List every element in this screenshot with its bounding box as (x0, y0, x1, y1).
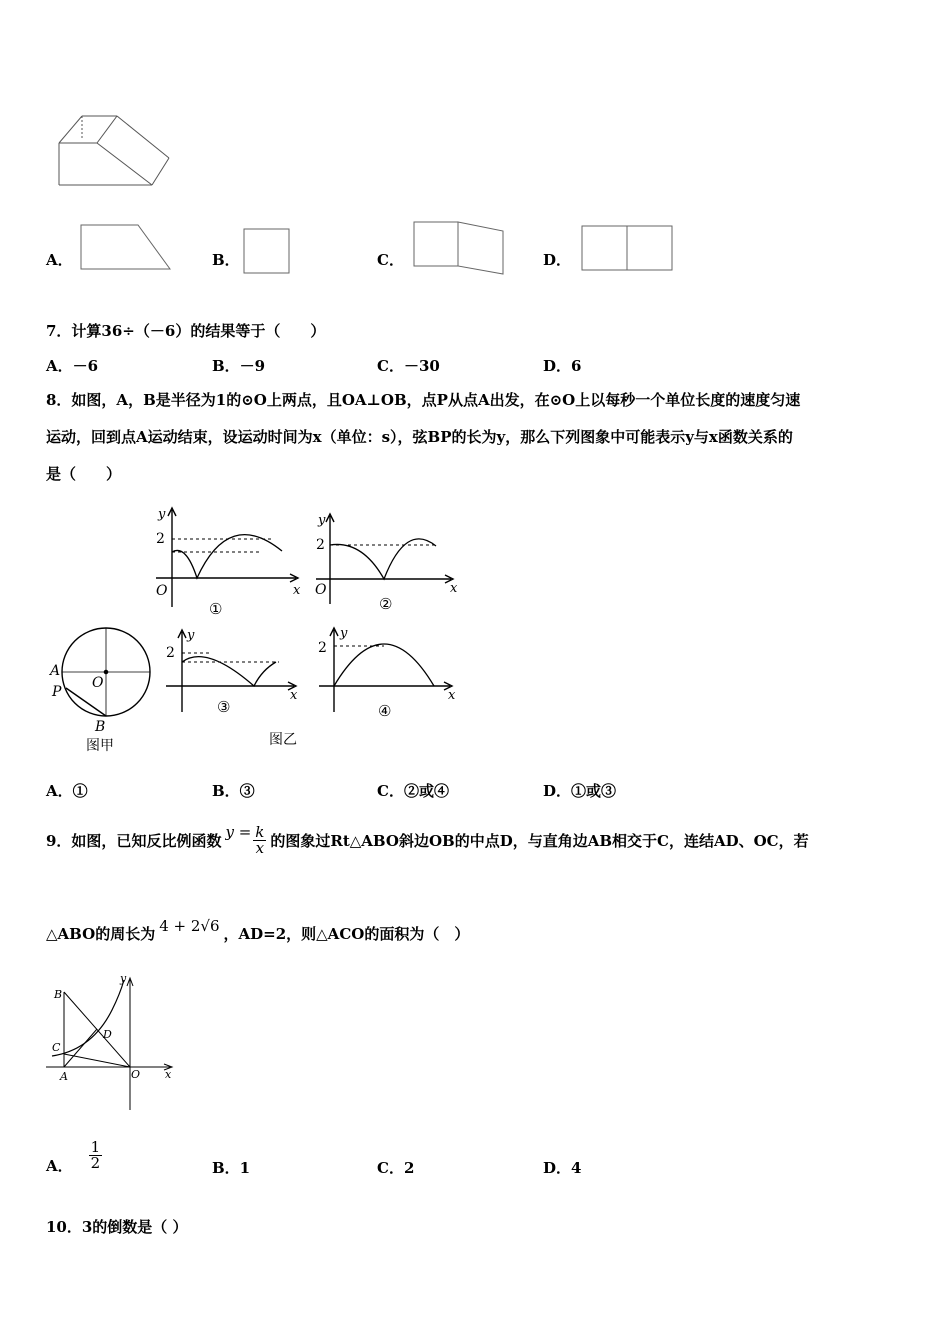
q9-label-o: O (131, 1068, 141, 1081)
q9-label-x: x (165, 1068, 172, 1081)
q6-option-b-label: B． (212, 251, 240, 269)
q6-option-b-figure (241, 226, 293, 276)
q8-graph-1-origin: O (156, 583, 168, 599)
q8-stem-line3: 是（ ） (46, 465, 122, 483)
q8-stem-line1: 8．如图，A，B是半径为1的⊙O上两点，且OA⊥OB，点P从点A出发，在⊙O上以每秒一个单位长度的速度匀速 (46, 391, 801, 409)
q8-graph-2-tick: 2 (316, 537, 325, 553)
q8-graph-2-x: x (450, 581, 458, 596)
q8-graph-3-label: ③ (217, 698, 231, 716)
q9-stem-line1 (46, 815, 809, 865)
q6-option-c-figure (410, 219, 508, 279)
q9-option-b[interactable]: B．1 (212, 1159, 251, 1177)
q9-stem-after: 的图象过Rt△ABO斜边OB的中点D，与直角边AB相交于C，连结AD、OC，若 (270, 831, 809, 850)
q9-formula-y: y = (225, 823, 252, 841)
q6-option-a-figure (78, 222, 174, 272)
q8-graph-1-tick: 2 (156, 531, 165, 547)
q10-stem: 10．3的倒数是（ ） (46, 1218, 188, 1236)
q8-graph-2-label: ② (379, 595, 393, 613)
q9-stem-line2 (46, 918, 469, 948)
q8-graph-2 (316, 514, 453, 604)
q6-option-d[interactable] (543, 249, 571, 270)
q9-label-y: y (120, 972, 127, 985)
q9-formula-x: x (255, 838, 265, 857)
q8-graph-4-tick: 2 (318, 640, 327, 656)
q7-option-c[interactable]: C．－30 (377, 357, 440, 375)
q6-option-b[interactable] (212, 249, 240, 270)
q8-graph-1-y: y (158, 507, 166, 522)
q8-option-c[interactable]: C．②或④ (377, 782, 449, 800)
q9-option-a-label: A． (46, 1156, 73, 1175)
q6-solid-figure (52, 108, 174, 192)
q8-graph-4 (319, 628, 452, 712)
q7-option-d[interactable]: D．6 (543, 357, 582, 375)
q8-stem-line2: 运动，回到点A运动结束，设运动时间为x（单位：s），弦BP的长为y，那么下列图象中可能表示y与x函数关系的 (46, 428, 793, 446)
q9-stem-line2-before: △ABO的周长为 (46, 924, 156, 943)
q8-graph-4-y: y (340, 626, 348, 641)
q6-option-d-figure (579, 223, 675, 275)
q8-graph-2-y: y (318, 513, 326, 528)
q9-option-a-num: 1 (90, 1137, 101, 1156)
q8-graph-2-origin: O (315, 582, 327, 598)
q8-graph-4-x: x (448, 688, 456, 703)
q8-graph-3-x: x (290, 688, 298, 703)
q9-label-b: B (54, 988, 63, 1001)
q8-graph-4-label: ④ (378, 702, 392, 720)
q9-option-a[interactable] (46, 1133, 102, 1177)
q8-graph-1-label: ① (209, 600, 223, 618)
q9-option-c[interactable]: C．2 (377, 1159, 415, 1177)
q9-label-c: C (52, 1041, 61, 1054)
q8-caption-left: 图甲 (86, 738, 114, 754)
q9-perimeter: 4 + 2√6 (159, 917, 220, 935)
q7-option-b[interactable]: B．－9 (212, 357, 266, 375)
q8-graph-1-x: x (293, 583, 301, 598)
q8-point-p: P (52, 684, 62, 700)
q9-stem-before: 9．如图，已知反比例函数 (46, 831, 222, 850)
q9-option-a-den: 2 (90, 1153, 101, 1172)
q8-graph-3-tick: 2 (166, 645, 175, 661)
q8-option-d[interactable]: D．①或③ (543, 782, 617, 800)
q6-option-c[interactable] (377, 249, 404, 270)
q8-point-o: O (92, 675, 104, 691)
q8-graph-1 (156, 508, 298, 607)
q7-stem: 7．计算36÷（－6）的结果等于（ ） (46, 322, 326, 340)
q9-formula-fraction (253, 822, 266, 857)
q8-graph-3-y: y (187, 628, 195, 643)
q6-option-a-label: A． (46, 251, 73, 269)
q6-option-c-label: C． (377, 251, 404, 269)
q9-option-a-fraction (89, 1137, 103, 1172)
q9-figure (44, 970, 184, 1115)
q7-option-a[interactable]: A．－6 (46, 357, 99, 375)
q8-caption-right: 图乙 (269, 732, 297, 748)
q9-label-d: D (103, 1028, 112, 1041)
q8-point-a: A (50, 663, 61, 679)
q6-option-a[interactable] (46, 249, 73, 270)
q8-option-b[interactable]: B．③ (212, 782, 255, 800)
q8-option-a[interactable]: A．① (46, 782, 88, 800)
q8-circle-figure (62, 628, 150, 716)
q9-formula-k: k (255, 822, 265, 841)
q9-label-a: A (60, 1070, 68, 1083)
q8-figure (44, 502, 464, 758)
q8-graph-3 (166, 630, 296, 712)
q6-option-d-label: D． (543, 251, 572, 269)
q9-option-d[interactable]: D．4 (543, 1159, 582, 1177)
q9-stem-line2-after: ，AD=2，则△ACO的面积为（ ） (223, 924, 470, 943)
q8-point-b: B (95, 719, 106, 735)
